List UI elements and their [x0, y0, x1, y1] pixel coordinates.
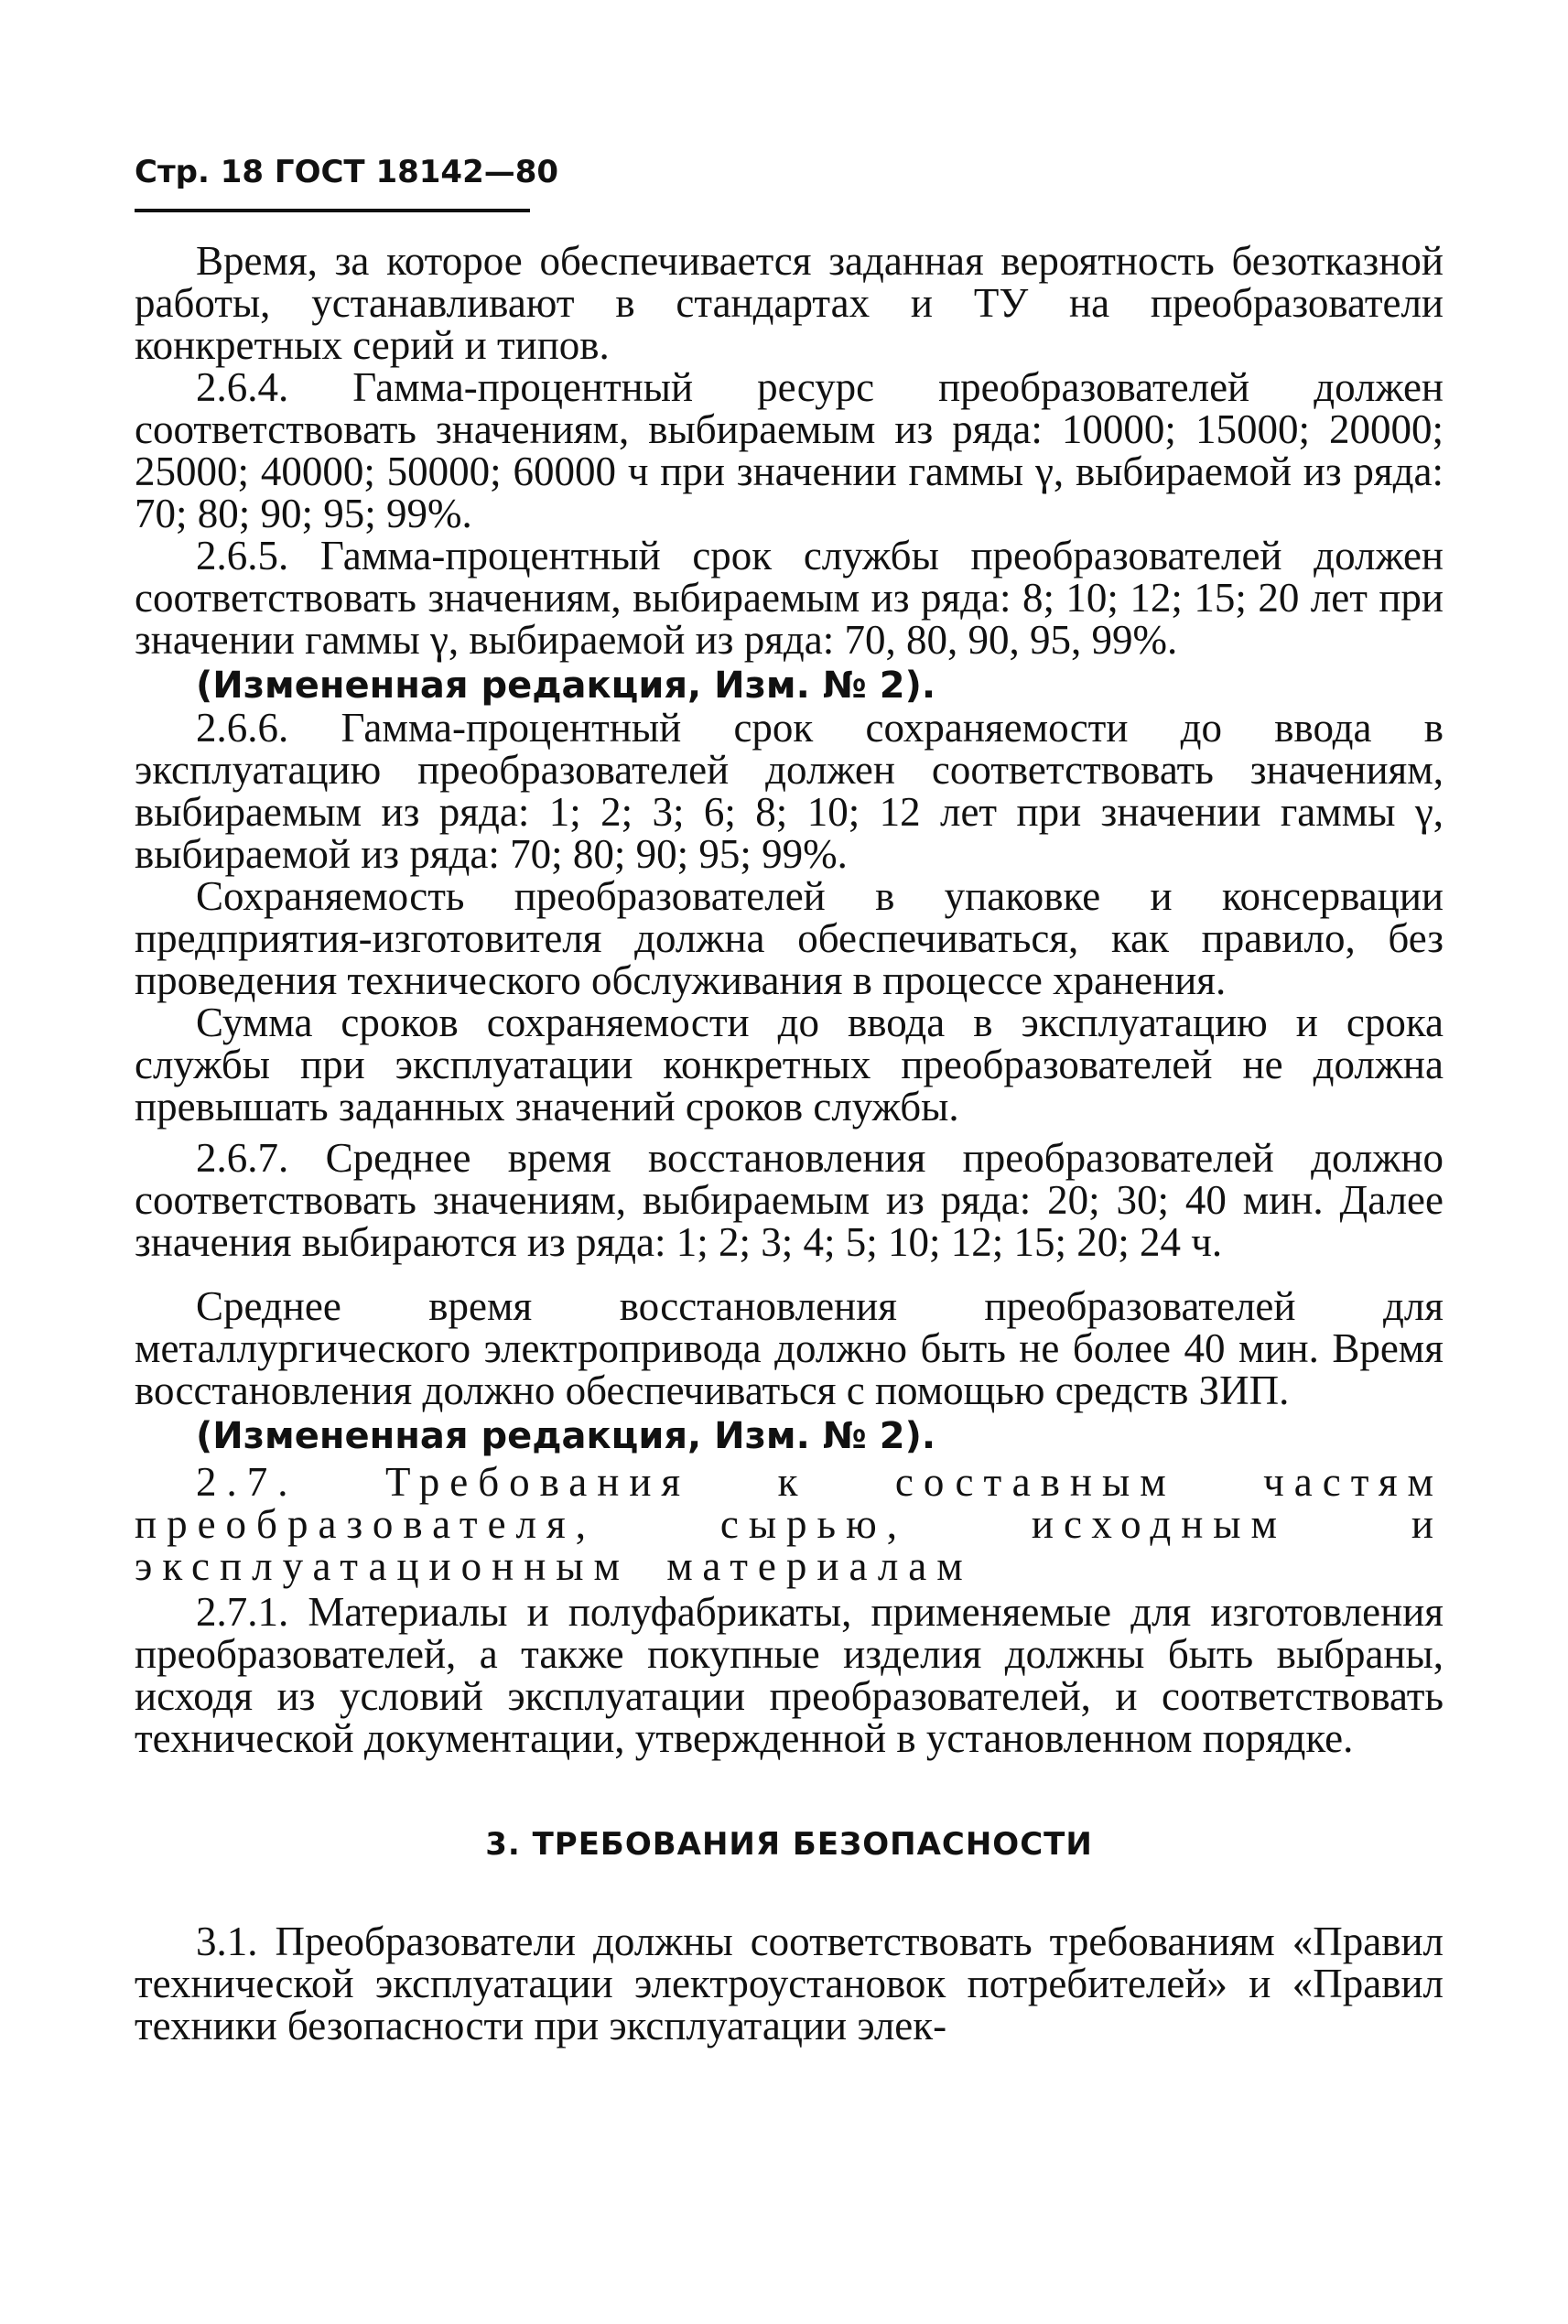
paragraph-recovery-time: Среднее время восстановления преобразователей для металлургического электропривода должно быть не более 40 мин. Время восстановления должно обеспечиваться с помощью средств ЗИП. — [135, 1283, 1444, 1413]
amendment-note-1: (Измененная редакция, Изм. № 2). — [196, 665, 936, 707]
paragraph-2-7-1: 2.7.1. Материалы и полуфабрикаты, применяемые для изготовления преобразователей, а также покупные изделия должны быть выбраны, исходя из условий эксплуатации преобразователей, и соответствовать технической документации, утвержденной в установленном порядке. — [135, 1589, 1444, 1761]
paragraph-2-6-5: 2.6.5. Гамма-процентный срок службы преобразователей должен соответствовать значениям, выбираемым из ряда: 8; 10; 12; 15; 20 лет при значении гаммы γ, выбираемой из ряда: 70, 80, 90, 95, 99%. — [135, 533, 1444, 663]
paragraph-2-7-heading: 2.7. Требования к составным частям преобразователя, сырью, исходным и эксплуатационным материалам — [135, 1459, 1444, 1589]
paragraph-sum-of-terms: Сумма сроков сохраняемости до ввода в эксплуатацию и срока службы при эксплуатации конкретных преобразователей не должна превышать заданных значений сроков службы. — [135, 1000, 1444, 1130]
document-body — [135, 240, 1444, 2047]
paragraph-2-6-7: 2.6.7. Среднее время восстановления преобразователей должно соответствовать значениям, выбираемым из ряда: 20; 30; 40 мин. Далее значения выбираются из ряда: 1; 2; 3; 4; 5; 10; 12; 15; 20; 24 ч. — [135, 1135, 1444, 1265]
paragraph-2-6-6: 2.6.6. Гамма-процентный срок сохраняемости до ввода в эксплуатацию преобразователей должен соответствовать значениям, выбираемым из ряда: 1; 2; 3; 6; 8; 10; 12 лет при значении гаммы γ, выбираемой из ряда: 70; 80; 90; 95; 99%. — [135, 705, 1444, 877]
page-header: Стр. 18 ГОСТ 18142—80 — [135, 154, 559, 190]
header-rule — [135, 209, 530, 212]
amendment-note-2: (Измененная редакция, Изм. № 2). — [196, 1415, 936, 1457]
paragraph-3-1: 3.1. Преобразователи должны соответствовать требованиям «Правил технической эксплуатации электроустановок потребителей» и «Правил техники безопасности при эксплуатации элек- — [135, 1919, 1444, 2048]
paragraph-storage: Сохраняемость преобразователей в упаковке и консервации предприятия-изготовителя должна обеспечиваться, как правило, без проведения технического обслуживания в процессе хранения. — [135, 873, 1444, 1003]
paragraph-2-6-4: 2.6.4. Гамма-процентный ресурс преобразователей должен соответствовать значениям, выбираемым из ряда: 10000; 15000; 20000; 25000; 40000; 50000; 60000 ч при значении гаммы γ, выбираемой из ряда: 70; 80; 90; 95; 99%. — [135, 364, 1444, 536]
section-3-title: 3. ТРЕБОВАНИЯ БЕЗОПАСНОСТИ — [485, 1826, 1093, 1863]
paragraph-reliability-time: Время, за которое обеспечивается заданная вероятность безотказной работы, устанавливают в стандартах и ТУ на преобразователи конкретных серий и типов. — [135, 238, 1444, 368]
